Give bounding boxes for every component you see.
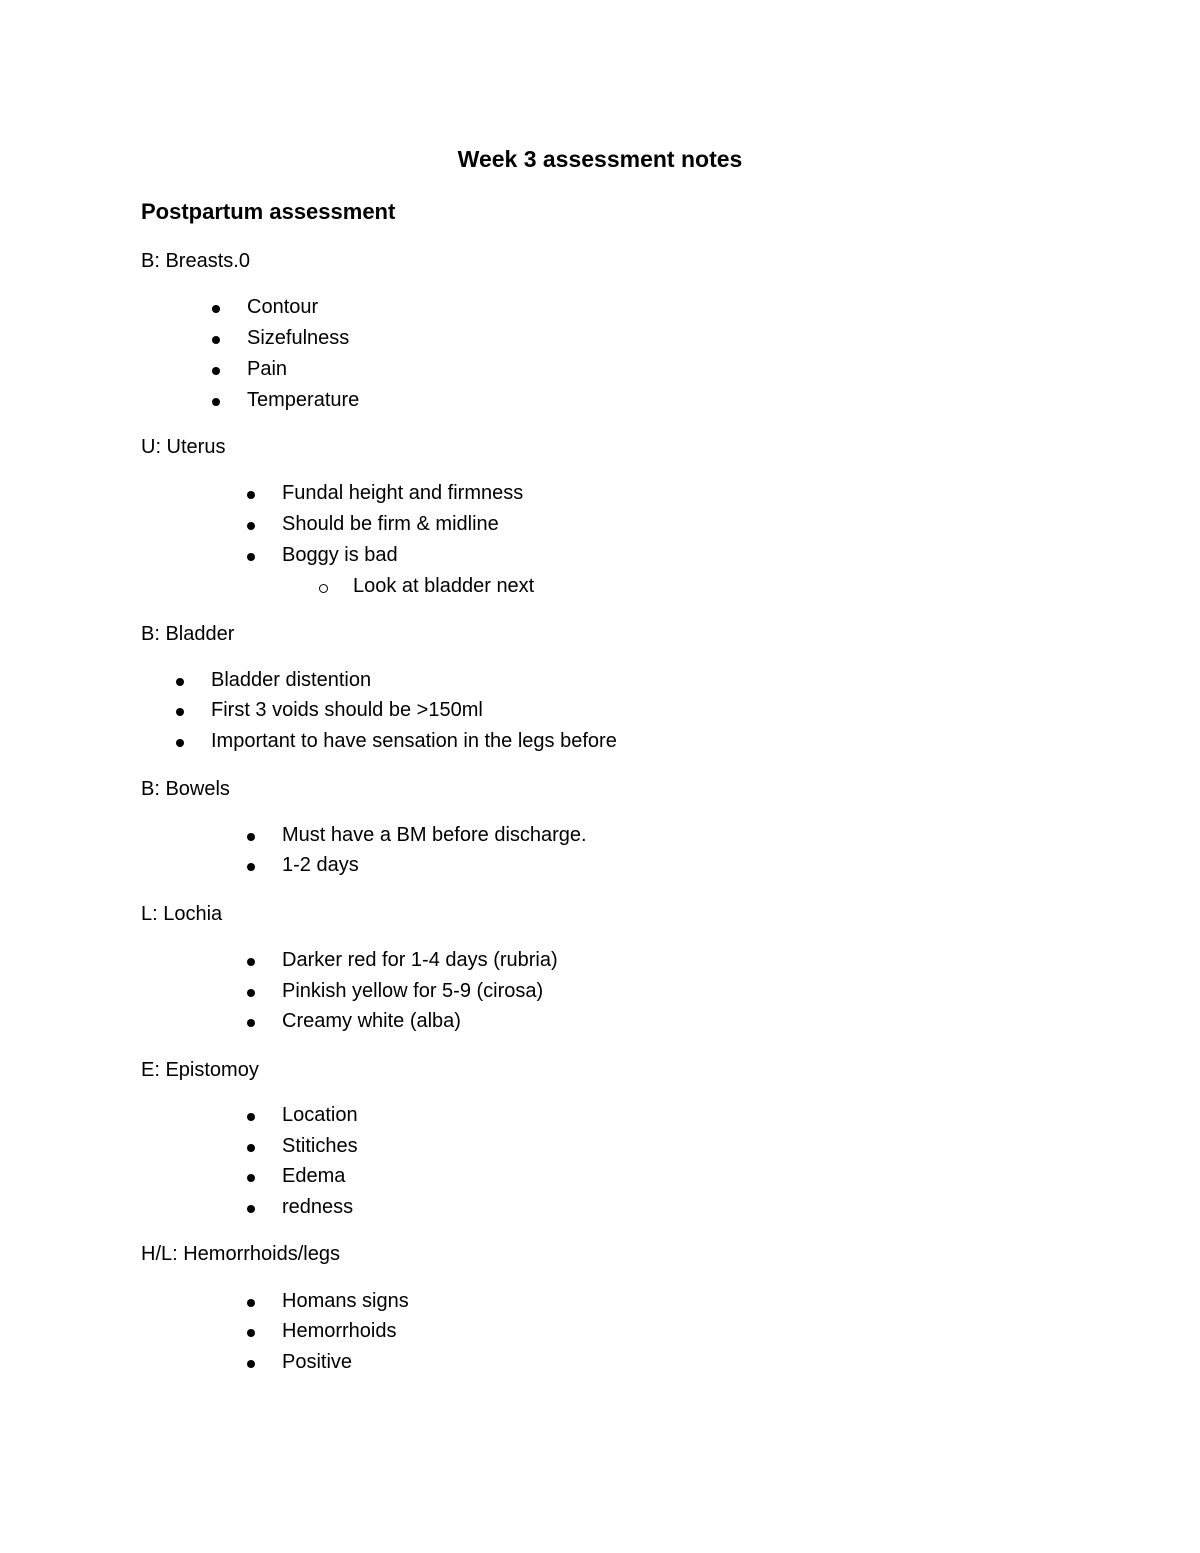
section-label-episiotomy: E: Epistomoy	[141, 1059, 259, 1081]
list-item: First 3 voids should be >150ml	[211, 699, 483, 721]
list-item: Creamy white (alba)	[282, 1010, 461, 1032]
section-label-hemorrhoids-legs: H/L: Hemorrhoids/legs	[141, 1243, 340, 1265]
list-item: Important to have sensation in the legs before	[211, 730, 617, 752]
bullet-icon	[247, 833, 255, 841]
bullet-icon	[212, 398, 220, 406]
bullet-icon	[247, 1205, 255, 1213]
bullet-icon	[176, 739, 184, 747]
bullet-icon	[176, 678, 184, 686]
list-item: Must have a BM before discharge.	[282, 824, 587, 846]
bullet-icon	[176, 708, 184, 716]
list-item: Edema	[282, 1165, 346, 1187]
list-item: Darker red for 1-4 days (rubria)	[282, 949, 558, 971]
list-item: Positive	[282, 1351, 353, 1373]
section-label-uterus: U: Uterus	[141, 436, 226, 458]
list-item: Hemorrhoids	[282, 1320, 397, 1342]
list-item: 1-2 days	[282, 854, 359, 876]
section-heading: Postpartum assessment	[141, 199, 396, 224]
sub-bullet-icon	[319, 584, 328, 593]
list-item: Pain	[247, 358, 288, 380]
section-label-breasts: B: Breasts.0	[141, 250, 250, 272]
sub-list-item: Look at bladder next	[353, 575, 535, 597]
bullet-icon	[247, 1019, 255, 1027]
list-item: Bladder distention	[211, 669, 372, 691]
bullet-icon	[247, 989, 255, 997]
list-item: Stitiches	[282, 1135, 358, 1157]
list-item: Homans signs	[282, 1290, 409, 1312]
bullet-icon	[212, 336, 220, 344]
bullet-icon	[212, 367, 220, 375]
bullet-icon	[247, 1144, 255, 1152]
bullet-icon	[247, 1299, 255, 1307]
bullet-icon	[247, 1113, 255, 1121]
list-item: Contour	[247, 296, 319, 318]
list-item: Boggy is bad	[282, 544, 398, 566]
bullet-icon	[247, 863, 255, 871]
section-label-lochia: L: Lochia	[141, 903, 223, 925]
bullet-icon	[247, 1174, 255, 1182]
list-item: Temperature	[247, 389, 360, 411]
list-item: Fundal height and firmness	[282, 482, 524, 504]
bullet-icon	[247, 553, 255, 561]
bullet-icon	[247, 522, 255, 530]
bullet-icon	[247, 1329, 255, 1337]
list-item: Location	[282, 1104, 358, 1126]
list-item: Sizefulness	[247, 327, 350, 349]
list-item: Pinkish yellow for 5-9 (cirosa)	[282, 980, 544, 1002]
list-item: Should be firm & midline	[282, 513, 499, 535]
list-item: redness	[282, 1196, 354, 1218]
section-label-bladder: B: Bladder	[141, 623, 235, 645]
bullet-icon	[247, 491, 255, 499]
section-label-bowels: B: Bowels	[141, 778, 230, 800]
bullet-icon	[247, 958, 255, 966]
document-title: Week 3 assessment notes	[457, 146, 743, 172]
bullet-icon	[247, 1360, 255, 1368]
bullet-icon	[212, 305, 220, 313]
